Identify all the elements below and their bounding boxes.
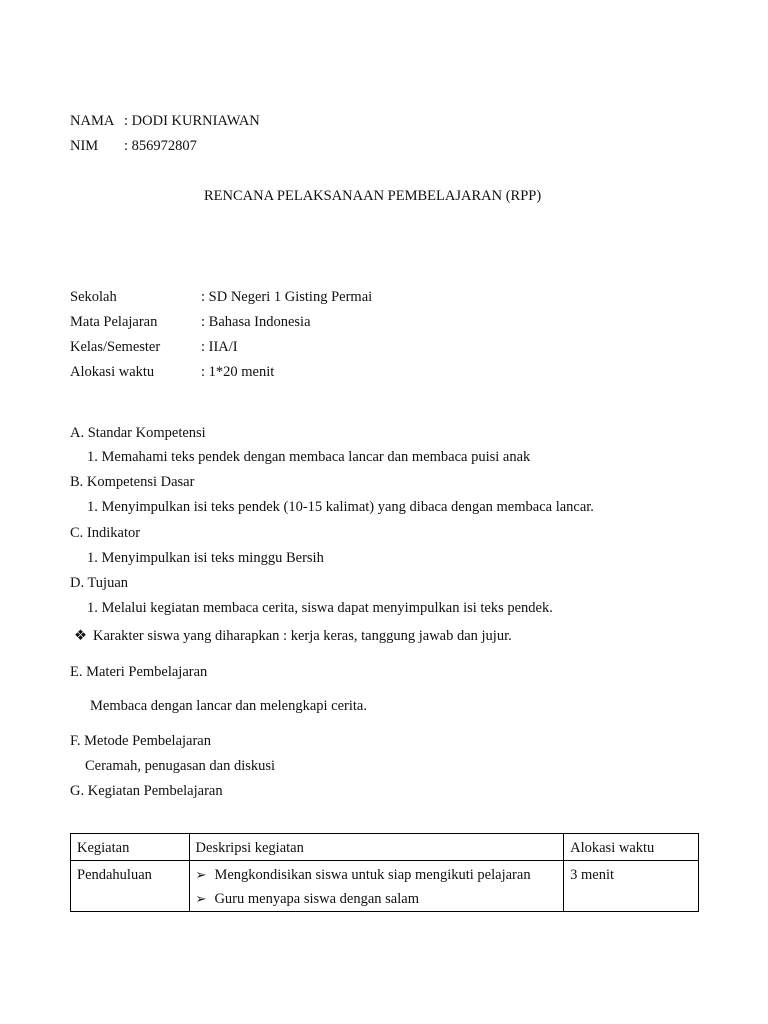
section-c-heading: C. Indikator — [70, 525, 141, 541]
list-item — [196, 863, 558, 887]
deskripsi-item-2: Guru menyapa siswa dengan salam — [214, 891, 419, 907]
info-label-mata-pelajaran: Mata Pelajaran — [70, 314, 158, 330]
section-e-text: Membaca dengan lancar dan melengkapi cerita. — [90, 698, 367, 714]
info-value-alokasi-waktu: : 1*20 menit — [201, 364, 275, 380]
table-row — [71, 861, 699, 912]
table-cell-kegiatan: Pendahuluan — [77, 867, 152, 883]
info-label-kelas-semester: Kelas/Semester — [70, 339, 161, 355]
nim-label: NIM — [70, 138, 99, 154]
section-b-item: 1. Menyimpulkan isi teks pendek (10-15 kalimat) yang dibaca dengan membaca lancar. — [87, 499, 594, 515]
section-g-heading: G. Kegiatan Pembelajaran — [70, 783, 223, 799]
section-f-text: Ceramah, penugasan dan diskusi — [85, 758, 276, 774]
info-value-kelas-semester: : IIA/I — [201, 339, 238, 355]
karakter-bullet-icon: ❖ — [74, 628, 87, 644]
info-label-sekolah: Sekolah — [70, 289, 117, 305]
document-title: RENCANA PELAKSANAAN PEMBELAJARAN (RPP) — [204, 188, 542, 204]
nama-value: : DODI KURNIAWAN — [124, 113, 260, 129]
table-header-row — [71, 834, 699, 861]
nim-value: : 856972807 — [124, 138, 197, 154]
section-a-heading: A. Standar Kompetensi — [70, 425, 206, 441]
table-header-alokasi: Alokasi waktu — [570, 840, 655, 856]
table-header-deskripsi: Deskripsi kegiatan — [195, 840, 304, 856]
table-cell-alokasi: 3 menit — [570, 867, 615, 883]
arrow-bullet-icon: ➢ — [195, 891, 207, 906]
karakter-text: Karakter siswa yang diharapkan : kerja keras, tanggung jawab dan jujur. — [93, 628, 512, 644]
section-c-item: 1. Menyimpulkan isi teks minggu Bersih — [87, 550, 324, 566]
info-value-sekolah: : SD Negeri 1 Gisting Permai — [201, 289, 373, 305]
list-item — [196, 887, 558, 911]
section-f-heading: F. Metode Pembelajaran — [70, 733, 211, 749]
section-e-heading: E. Materi Pembelajaran — [70, 664, 208, 680]
section-b-heading: B. Kompetensi Dasar — [70, 474, 195, 490]
table-header-kegiatan: Kegiatan — [77, 840, 130, 856]
info-label-alokasi-waktu: Alokasi waktu — [70, 364, 155, 380]
section-a-item: 1. Memahami teks pendek dengan membaca lancar dan membaca puisi anak — [87, 449, 531, 465]
arrow-bullet-icon: ➢ — [195, 867, 207, 882]
section-d-heading: D. Tujuan — [70, 575, 129, 591]
nama-label: NAMA — [70, 113, 115, 129]
deskripsi-item-1: Mengkondisikan siswa untuk siap mengikuti pelajaran — [214, 867, 531, 883]
kegiatan-table — [70, 833, 699, 912]
section-d-item: 1. Melalui kegiatan membaca cerita, siswa dapat menyimpulkan isi teks pendek. — [87, 600, 553, 616]
info-value-mata-pelajaran: : Bahasa Indonesia — [201, 314, 311, 330]
